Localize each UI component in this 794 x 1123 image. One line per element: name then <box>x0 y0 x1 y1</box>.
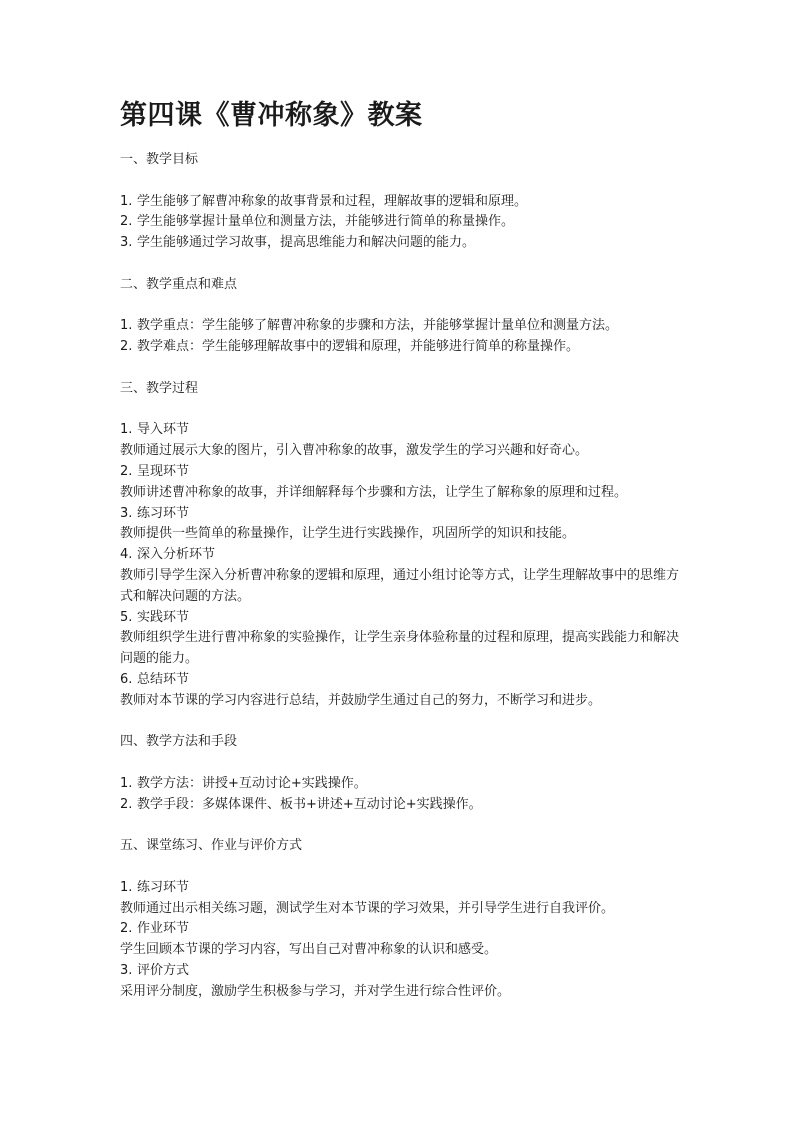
step-title-text: 深入分析环节 <box>137 547 216 563</box>
list-number: 2. <box>120 463 133 479</box>
list-number: 1. <box>120 318 133 334</box>
step-title <box>120 608 680 629</box>
list-number: 2. <box>120 921 133 937</box>
list-text: 教学手段：多媒体课件、板书+讲述+互动讨论+实践操作。 <box>137 796 482 812</box>
section-heading-key-points: 二、教学重点和难点 <box>120 276 238 292</box>
spacer <box>120 358 680 379</box>
step-title <box>120 545 680 566</box>
list-item <box>120 795 680 816</box>
document-page <box>120 96 680 1003</box>
list-number: 2. <box>120 339 133 355</box>
list-number: 6. <box>120 671 133 687</box>
step-title-text: 实践环节 <box>137 609 190 625</box>
spacer <box>120 400 680 421</box>
spacer <box>120 254 680 275</box>
step-body: 教师提供一些简单的称量操作，让学生进行实践操作，巩固所学的知识和技能。 <box>120 526 576 542</box>
list-number: 2. <box>120 796 133 812</box>
list-number: 1. <box>120 193 133 209</box>
list-text: 学生能够掌握计量单位和测量方法，并能够进行简单的称量操作。 <box>137 214 515 230</box>
spacer <box>120 296 680 317</box>
step-title-text: 练习环节 <box>137 505 190 521</box>
list-text: 学生能够了解曹冲称象的故事背景和过程，理解故事的逻辑和原理。 <box>137 193 528 209</box>
list-number: 1. <box>120 879 133 895</box>
list-text: 学生能够通过学习故事，提高思维能力和解决问题的能力。 <box>137 235 476 251</box>
step-body: 教师组织学生进行曹冲称象的实验操作，让学生亲身体验称量的过程和原理，提高实践能力和解决问题的能力。 <box>120 630 680 667</box>
list-number: 5. <box>120 609 133 625</box>
list-text: 教学方法：讲授+互动讨论+实践操作。 <box>137 775 367 791</box>
spacer <box>120 171 680 192</box>
spacer <box>120 753 680 774</box>
list-number: 3. <box>120 235 133 251</box>
step-title-text: 总结环节 <box>137 671 190 687</box>
spacer <box>120 712 680 733</box>
step-title <box>120 919 680 940</box>
step-title-text: 练习环节 <box>137 879 190 895</box>
list-item <box>120 337 680 358</box>
spacer <box>120 857 680 878</box>
list-number: 1. <box>120 422 133 438</box>
step-title-text: 作业环节 <box>137 921 190 937</box>
step-title-text: 导入环节 <box>137 422 190 438</box>
step-title <box>120 961 680 982</box>
section-heading-exercises: 五、课堂练习、作业与评价方式 <box>120 838 303 854</box>
step-title-text: 呈现环节 <box>137 463 190 479</box>
list-text: 教学难点：学生能够理解故事中的逻辑和原理，并能够进行简单的称量操作。 <box>137 339 580 355</box>
section-heading-process: 三、教学过程 <box>120 380 199 396</box>
step-title <box>120 462 680 483</box>
list-item <box>120 212 680 233</box>
spacer <box>120 816 680 837</box>
step-body: 教师通过出示相关练习题，测试学生对本节课的学习效果，并引导学生进行自我评价。 <box>120 900 615 916</box>
list-text: 教学重点：学生能够了解曹冲称象的步骤和方法，并能够掌握计量单位和测量方法。 <box>137 318 619 334</box>
list-item <box>120 774 680 795</box>
list-number: 4. <box>120 547 133 563</box>
step-body: 教师通过展示大象的图片，引入曹冲称象的故事，激发学生的学习兴趣和好奇心。 <box>120 443 589 459</box>
step-title <box>120 420 680 441</box>
list-number: 3. <box>120 963 133 979</box>
list-number: 1. <box>120 775 133 791</box>
list-number: 3. <box>120 505 133 521</box>
step-body: 教师对本节课的学习内容进行总结，并鼓励学生通过自己的努力，不断学习和进步。 <box>120 692 602 708</box>
step-body: 学生回顾本节课的学习内容，写出自己对曹冲称象的认识和感受。 <box>120 942 498 958</box>
section-heading-objectives: 一、教学目标 <box>120 152 199 167</box>
step-body: 教师讲述曹冲称象的故事，并详细解释每个步骤和方法，让学生了解称象的原理和过程。 <box>120 484 628 500</box>
list-item <box>120 192 680 213</box>
step-body: 采用评分制度，激励学生积极参与学习，并对学生进行综合性评价。 <box>120 983 511 999</box>
step-title-text: 评价方式 <box>137 963 190 979</box>
step-title <box>120 878 680 899</box>
list-item <box>120 316 680 337</box>
document-title: 第四课《曹冲称象》教案 <box>120 100 423 131</box>
list-item <box>120 233 680 254</box>
step-body: 教师引导学生深入分析曹冲称象的逻辑和原理，通过小组讨论等方式，让学生理解故事中的思维方式和解决问题的方法。 <box>120 567 680 604</box>
step-title <box>120 670 680 691</box>
section-heading-methods: 四、教学方法和手段 <box>120 734 238 750</box>
step-title <box>120 504 680 525</box>
list-number: 2. <box>120 214 133 230</box>
